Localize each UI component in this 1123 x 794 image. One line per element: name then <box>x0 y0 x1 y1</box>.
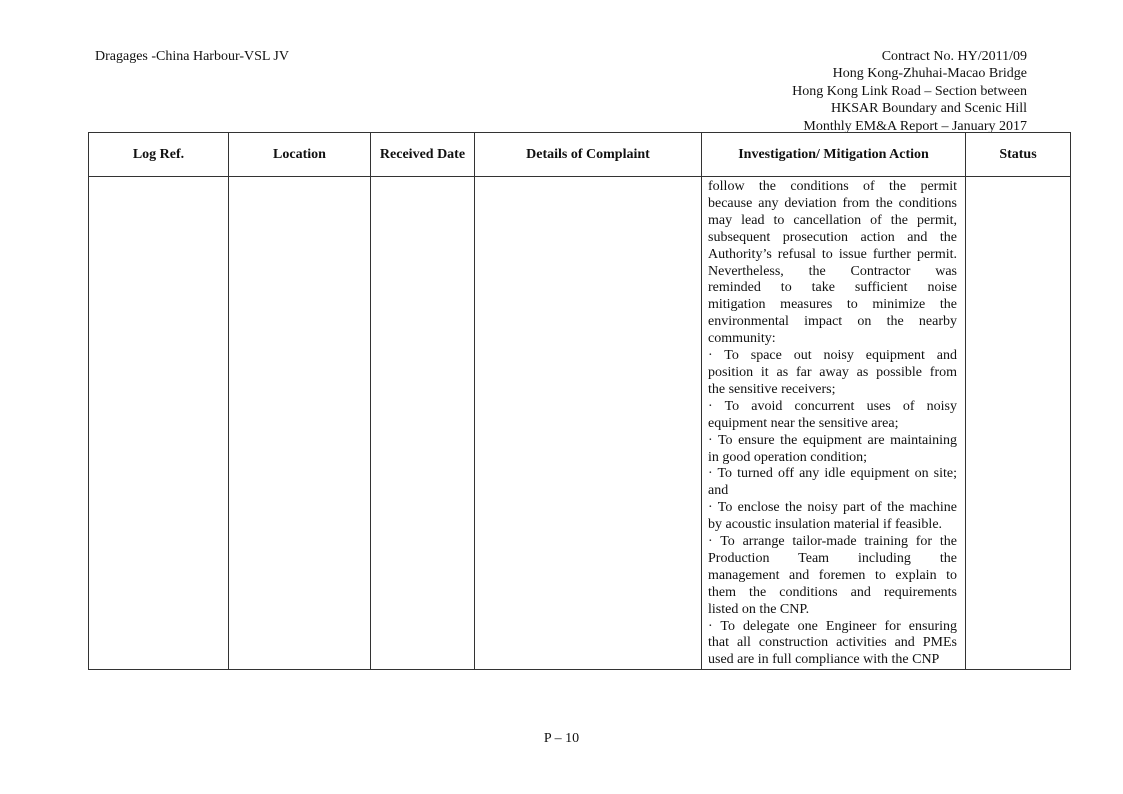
page-number: P – 10 <box>543 731 580 746</box>
investigation-line: · To ensure the equipment are maintaining <box>708 432 957 448</box>
investigation-line: · To space out noisy equipment and <box>708 348 957 364</box>
investigation-line: them the conditions and requirements <box>708 584 957 600</box>
investigation-line: Production Team including the <box>708 550 957 566</box>
investigation-line: Authority’s refusal to issue further permit. <box>708 246 957 262</box>
investigation-line: reminded to take sufficient noise <box>708 280 957 296</box>
cell-received-date <box>371 177 475 670</box>
column-header-log-ref: Log Ref. <box>89 133 229 177</box>
investigation-line: because any deviation from the conditions <box>708 195 957 211</box>
investigation-line: by acoustic insulation material if feasible. <box>708 517 943 533</box>
investigation-line: follow the conditions of the permit <box>708 179 957 194</box>
cell-investigation <box>702 177 966 670</box>
investigation-text <box>702 177 965 669</box>
column-header-received-date: Received Date <box>371 133 475 177</box>
cell-details <box>475 177 702 670</box>
investigation-line: and <box>708 483 729 499</box>
investigation-line: listed on the CNP. <box>708 601 810 617</box>
column-header-status: Status <box>966 133 1071 177</box>
investigation-line: position it as far away as possible from <box>708 364 957 380</box>
investigation-line: equipment near the sensitive area; <box>708 415 899 431</box>
project-section-continued: HKSAR Boundary and Scenic Hill <box>831 101 1027 117</box>
investigation-line: · To arrange tailor-made training for the <box>708 534 957 550</box>
contractor-name: Dragages -China Harbour-VSL JV <box>95 49 289 64</box>
investigation-line: community: <box>708 331 776 347</box>
investigation-line: · To avoid concurrent uses of noisy <box>708 398 957 414</box>
investigation-line: used are in full compliance with the CNP <box>708 652 940 668</box>
investigation-line: in good operation condition; <box>708 449 868 465</box>
table-row <box>89 177 1071 670</box>
report-title: Monthly EM&A Report – January 2017 <box>803 118 1027 134</box>
investigation-line: management and foremen to explain to <box>708 567 957 583</box>
project-section: Hong Kong Link Road – Section between <box>792 83 1027 99</box>
cell-status <box>966 177 1071 670</box>
investigation-line: may lead to cancellation of the permit, <box>708 212 957 228</box>
cell-log-ref <box>89 177 229 670</box>
investigation-line: · To delegate one Engineer for ensuring <box>708 618 957 634</box>
column-header-details: Details of Complaint <box>475 133 702 177</box>
investigation-line: mitigation measures to minimize the <box>708 297 957 313</box>
report-header <box>792 48 1027 135</box>
investigation-line: that all construction activities and PMEs <box>708 635 957 651</box>
investigation-line: · To turned off any idle equipment on site; <box>708 466 957 482</box>
complaint-log-table <box>88 132 1071 670</box>
investigation-line: Nevertheless, the Contractor was <box>708 263 957 279</box>
investigation-line: the sensitive receivers; <box>708 381 836 397</box>
table-header-row <box>89 133 1071 177</box>
investigation-line: · To enclose the noisy part of the machine <box>708 500 957 516</box>
column-header-investigation: Investigation/ Mitigation Action <box>702 133 966 177</box>
investigation-line: environmental impact on the nearby <box>708 314 957 330</box>
column-header-location: Location <box>229 133 371 177</box>
project-name: Hong Kong-Zhuhai-Macao Bridge <box>832 66 1027 82</box>
contract-number: Contract No. HY/2011/09 <box>881 49 1027 64</box>
cell-location <box>229 177 371 670</box>
investigation-line: subsequent prosecution action and the <box>708 229 957 245</box>
